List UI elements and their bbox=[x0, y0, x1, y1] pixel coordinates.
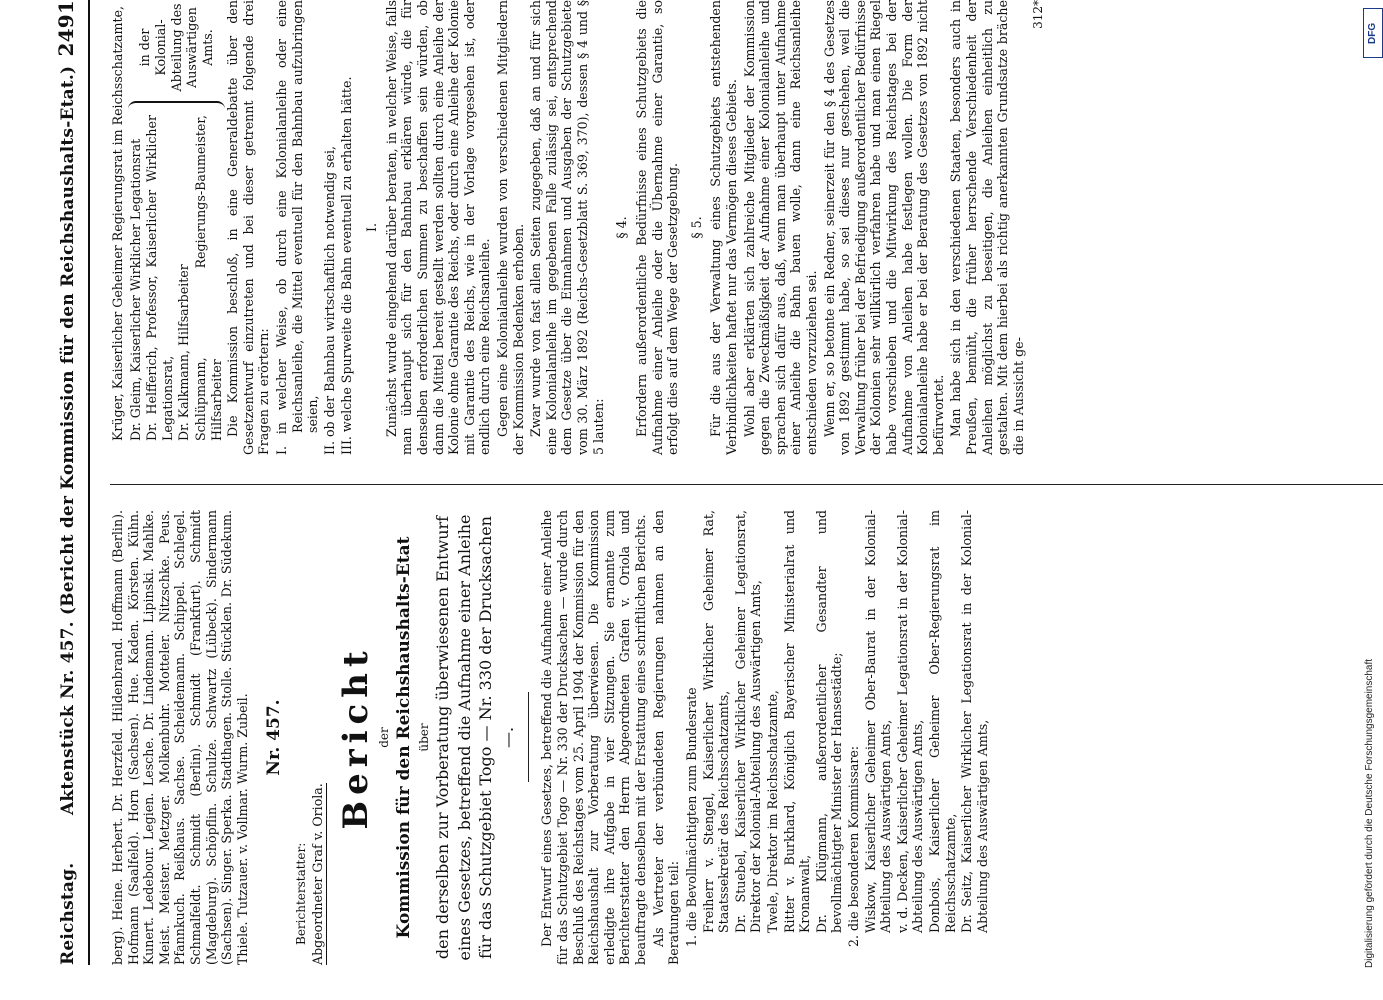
list-item: Dr. Kalkmann, Hilfsarbeiter bbox=[176, 264, 192, 441]
signature-mark: 312* bbox=[1030, 0, 1045, 29]
berichterstatter-name: Abgeordneter Graf v. Oriola. bbox=[310, 783, 326, 965]
kruger-entry: Krüger, Kaiserlicher Geheimer Regierungsrat im Reichsschatzamte, bbox=[110, 6, 125, 441]
column-divider bbox=[110, 484, 1383, 485]
right-column bbox=[110, 0, 1045, 455]
report-heading: Bericht bbox=[336, 645, 377, 830]
list-item: v. d. Decken, Kaiserlicher Geheimer Legationsrat in der Kolonial-Abteilung des Auswärtigen Amts, bbox=[894, 510, 926, 933]
der-label: der bbox=[377, 727, 392, 748]
logo-text: DFG bbox=[1367, 22, 1378, 44]
berichterstatter-label: Berichterstatter: bbox=[293, 842, 308, 945]
list-item: Wiskow, Kaiserlicher Geheimer Ober-Baurat in der Kolonial-Abteilung des Auswärtigen Amts, bbox=[862, 510, 894, 933]
question-item: III. welche Spurweite die Bahn eventuell zu erhalten hätte. bbox=[338, 76, 354, 455]
list-item: Dr. Klügmann, außerordentlicher Gesandter und bevollmächtigter Minister der Hansestädte; bbox=[813, 510, 845, 933]
header-title: Aktenstück Nr. 457. (Bericht der Kommission für den Reichshaushalts-Etat.) bbox=[58, 65, 78, 815]
generaldebatte-paragraph: Die Kommission beschloß, in eine Generaldebatte über den Gesetzentwurf einzutreten und bei dieser getrennt folgende drei Fragen zu erörtern: bbox=[225, 0, 272, 455]
group-2 bbox=[863, 510, 991, 947]
paragraph: Zwar wurde von fast allen Seiten zugegeben, daß an und für sich eine Kolonialanleihe im gegebenen Falle zulässig sei, entsprechend dem Gesetze über die Einnahmen und Ausgaben der Schutzgebiete vom 30. März 1892 (Reichs-Gesetzblatt S. 369, 370), dessen § 4 und § 5 lauten: bbox=[528, 0, 606, 455]
list-item: Schlüpmann, Regierungs-Baumeister, Hilfsarbeiter bbox=[193, 115, 224, 441]
list-item: Ritter v. Burkhard, Königlich Bayerischer Ministerialrat und Kronanwalt, bbox=[781, 510, 813, 933]
list-item: Dr. Stuebel, Kaiserlicher Wirklicher Geheimer Legationsrat, Direktor der Kolonial-Abteilung des Auswärtigen Amts, bbox=[732, 510, 764, 933]
representatives-intro: Als Vertreter der verbündeten Regierungen nahmen an den Beratungen teil: bbox=[650, 510, 682, 965]
document-page bbox=[40, 0, 1370, 980]
paragraph: Wohl aber erklärten sich zahlreiche Mitglieder der Kommission gegen die Zweckmäßigkeit der Aufnahme einer Kolonialanleihe und sprachen sich dafür aus, daß, wenn man überhaupt unter Aufnahme einer Anleihe die Bahn bauen wolle, dann eine Reichsanleihe entschieden vorzuziehen sei. bbox=[741, 0, 819, 455]
question-item: I. in welcher Weise, ob durch eine Kolonialanleihe oder eine Reichsanleihe, die Mittel eventuell für den Bahnbau aufzubringen seien, bbox=[274, 0, 321, 455]
braced-group bbox=[128, 0, 226, 455]
intro-paragraph: Der Entwurf eines Gesetzes, betreffend die Aufnahme einer Anleihe für das Schutzgebiet Togo — Nr. 330 der Drucksachen — wurde durch Beschluß des Reichstages vom 25. April 1904 der Kommission für den Reichshaushalt zur Vorberatung überwiesen. Die Kommission erledigte ihre Aufgabe in vier Sitzungen. Sie ernannte zum Berichterstatter den Herrn Abgeordneten Grafen v. Oriola und beauftragte denselben mit der Erstattung eines schriftlichen Berichts. bbox=[539, 510, 649, 965]
commission-title: Kommission für den Reichshaushalts-Etat bbox=[394, 536, 415, 939]
paragraph: Man habe sich in den verschiedenen Staaten, besonders auch in Preußen, bemüht, die früher herrschende Verschiedenheit der Anleihen möglichst zu beseitigen, die Anleihen einheitlich zu gestalten. Mit dem hierbei als richtig anerkannten Grundsatze bräche die in Aussicht ge- bbox=[948, 0, 1026, 455]
section-heading-5: § 5. bbox=[688, 216, 704, 239]
list-item: Twele, Direktor im Reichsschatzamte, bbox=[764, 690, 780, 933]
brace bbox=[128, 101, 226, 109]
member-list: berg). Heine. Herbert. Dr. Herzfeld. Hildenbrand. Hoffmann (Berlin). Hofmann (Saalfeld). Horn (Sachsen). Hue. Kaden. Körsten. Kühn. Kunert. Ledebour. Legien. Lesche. Dr. Lindemann. Lipinski. Mahlke. Meist. Meister. Metzger. Molkenbuhr. Motteler. Nitzschke. Peus. Pfannkuch. Reißhaus. Sachse. Scheidemann. Schippel. Schlegel. Schmalfeldt. Schmidt (Berlin). Schmidt (Frankfurt). Schmidt (Magdeburg). Schöpflin. Schulze. Schwartz (Lübeck). Sindermann (Sachsen). Singer. Sperka. Stadthagen. Stolle. Stücklen. Dr. Südekum. Thiele. Tutzauer. v. Vollmar. Wurm. Zubeil. bbox=[110, 510, 250, 965]
paragraph: Zunächst wurde eingehend darüber beraten, in welcher Weise, falls man überhaupt sich für den Bahnbau erklären würde, die für denselben erforderlichen Summen zu beschaffen sein würden, ob dann die Mittel bereit gestellt werden sollten durch eine Anleihe der Kolonie ohne Garantie des Reichs, oder durch eine Anleihe der Kolonie mit Garantie des Reichs, wie in der Vorlage vorgesehen ist, oder endlich durch eine Reichsanleihe. bbox=[383, 0, 493, 455]
group-2-label: 2. die besonderen Kommissare: bbox=[845, 745, 861, 947]
header-rule bbox=[88, 0, 90, 965]
document-number: Nr. 457. bbox=[264, 699, 285, 776]
ueber-label: über bbox=[417, 723, 432, 752]
group-1 bbox=[701, 510, 845, 947]
group-1-label: 1. die Bevollmächtigten zum Bundesrate bbox=[683, 687, 699, 947]
funding-credit: Digitalisierung gefördert durch die Deutsche Forschungsgemeinschaft bbox=[1364, 658, 1375, 968]
list-item: Dr. Seitz, Kaiserlicher Wirklicher Legationsrat in der Kolonial-Abteilung des Auswärtigen Amts, bbox=[959, 510, 990, 933]
question-item: II. ob der Bahnbau wirtschaftlich notwendig sei, bbox=[321, 146, 337, 455]
section-heading-4: § 4. bbox=[614, 216, 630, 239]
page-number: 2491 bbox=[54, 0, 78, 57]
list-item: Freiherr v. Stengel, Kaiserlicher Wirklicher Geheimer Rat, Staatssekretär des Reichsschatzamts, bbox=[700, 510, 732, 933]
brace-label: in der Kolonial-Abteilung des Auswärtigen Amts. bbox=[137, 3, 215, 92]
paragraph: Wenn er, so betonte ein Redner, seinerzeit für den § 4 des Gesetzes von 1892 gestimmt habe, so sei dieses nur geschehen, weil die Verwaltung früher bei der Befriedigung außerordentlicher Bedürfnisse der Kolonien sehr willkürlich verfahren habe und man einen Riegel habe vorschieben und die Mitwirkung des Reichstages bei der Aufnahme von Anleihen habe festlegen wollen. Die Form der Kolonialanleihe habe er bei der Beratung des Gesetzes von 1892 nicht befürwortet. bbox=[821, 0, 946, 455]
left-column bbox=[110, 510, 991, 965]
section-rule bbox=[528, 693, 529, 783]
braced-names bbox=[128, 115, 226, 441]
list-item: Dr. Helfferich, Professor, Kaiserlicher Wirklicher Legationsrat, bbox=[144, 115, 175, 441]
list-item: Dr. Gleim, Kaiserlicher Wirklicher Legationsrat bbox=[127, 138, 143, 441]
report-subject: den derselben zur Vorberatung überwiesenen Entwurf eines Gesetzes, betreffend die Aufnahme einer Anleihe für das Schutzgebiet Togo — Nr. 330 der Drucksachen —. bbox=[433, 514, 517, 961]
paragraph: Für die aus der Verwaltung eines Schutzgebiets entstehenden Verbindlichkeiten haftet nur das Vermögen dieses Gebiets. bbox=[708, 0, 739, 455]
paragraph: Gegen eine Kolonialanleihe wurden von verschiedenen Mitgliedern der Kommission Bedenken erhoben. bbox=[495, 0, 526, 455]
list-item: Donbois, Kaiserlicher Geheimer Ober-Regierungsrat im Reichsschatzamte, bbox=[927, 510, 958, 933]
dfg-logo bbox=[1363, 8, 1383, 58]
page-header bbox=[50, 0, 90, 965]
paragraph: Erfordern außerordentliche Bedürfnisse eines Schutzgebiets die Aufnahme einer Anleihe oder die Übernahme einer Garantie, so erfolgt dies auf dem Wege der Gesetzgebung. bbox=[633, 0, 681, 455]
representatives-list bbox=[684, 510, 991, 965]
section-heading-i: I. bbox=[364, 223, 380, 232]
questions-list bbox=[274, 0, 354, 455]
header-left: Reichstag. bbox=[58, 862, 78, 965]
digitization-stamp bbox=[1362, 8, 1382, 988]
